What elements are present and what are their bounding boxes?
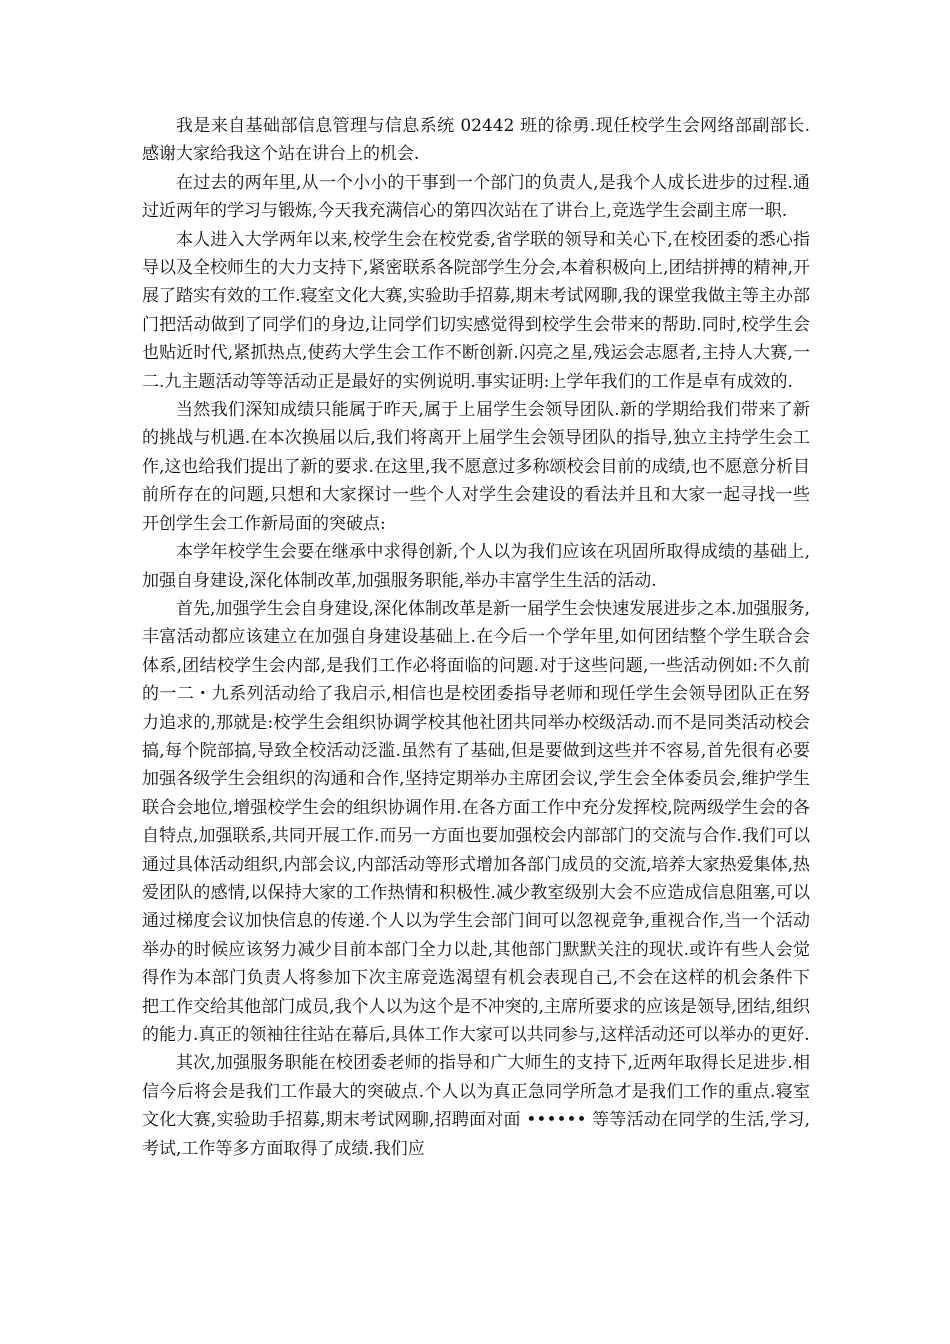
paragraph-3: 本人进入大学两年以来,校学生会在校党委,省学联的领导和关心下,在校团委的悉心指导以及全校师生的大力支持下,紧密联系各院部学生分会,本着积极向上,团结拼搏的精神,开展了踏实有效的工作.寝室文化大赛,实验助手招募,期末考试网聊,我的课堂我做主等主办部门把活动做到了同学们的身边,让同学们切实感觉得到校学生会带来的帮助.同时,校学生会也贴近时代,紧抓热点,使药大学生会工作不断创新.闪亮之星,残运会志愿者,主持人大赛,一二.九主题活动等等活动正是最好的实例说明.事实证明:上学年我们的工作是卓有成效的. xyxy=(142,229,810,392)
document-body xyxy=(142,112,810,1163)
paragraph-2: 在过去的两年里,从一个小小的干事到一个部门的负责人,是我个人成长进步的过程.通过近两年的学习与锻炼,今天我充满信心的第四次站在了讲台上,竞选学生会副主席一职. xyxy=(142,172,810,222)
paragraph-4: 当然我们深知成绩只能属于昨天,属于上届学生会领导团队.新的学期给我们带来了新的挑战与机遇.在本次换届以后,我们将离开上届学生会领导团队的指导,独立主持学生会工作,这也给我们提出了新的要求.在这里,我不愿意过多称颂校会目前的成绩,也不愿意分析目前所存在的问题,只想和大家探讨一些个人对学生会建设的看法并且和大家一起寻找一些开创学生会工作新局面的突破点: xyxy=(142,400,810,534)
paragraph-6: 首先,加强学生会自身建设,深化体制改革是新一届学生会快速发展进步之本.加强服务,丰富活动都应该建立在加强自身建设基础上.在今后一个学年里,如何团结整个学生联合会体系,团结校学生会内部,是我们工作必将面临的问题.对于这些问题,一些活动例如:不久前的一二・九系列活动给了我启示,相信也是校团委指导老师和现任学生会领导团队正在努力追求的,那就是:校学生会组织协调学校其他社团共同举办校级活动.而不是同类活动校会搞,每个院部搞,导致全校活动泛滥.虽然有了基础,但是要做到这些并不容易,首先很有必要加强各级学生会组织的沟通和合作,坚持定期举办主席团会议,学生会全体委员会,维护学生联合会地位,增强校学生会的组织协调作用.在各方面工作中充分发挥校,院两级学生会的各自特点,加强联系,共同开展工作.而另一方面也要加强校会内部部门的交流与合作.我们可以通过具体活动组织,内部会议,内部活动等形式增加各部门成员的交流,培养大家热爱集体,热爱团队的感情,以保持大家的工作热情和积极性.减少教室级别大会不应造成信息阻塞,可以通过梯度会议加快信息的传递.个人以为学生会部门间可以忽视竞争,重视合作,当一个活动举办的时候应该努力减少目前本部门全力以赴,其他部门默默关注的现状.或许有些人会觉得作为本部门负责人将参加下次主席竞选渴望有机会表现自己,不会在这样的机会条件下把工作交给其他部门成员,我个人以为这个是不冲突的,主席所要求的应该是领导,团结,组织的能力.真正的领袖往往站在幕后,具体工作大家可以共同参与,这样活动还可以举办的更好. xyxy=(142,598,810,1045)
paragraph-7: 其次,加强服务职能在校团委老师的指导和广大师生的支持下,近两年取得长足进步.相信今后将会是我们工作最大的突破点.个人以为真正急同学所急才是我们工作的重点.寝室文化大赛,实验助手招募,期末考试网聊,招聘面对面 •••••• 等等活动在同学的生活,学习,考试,工作等多方面取得了成绩.我们应 xyxy=(142,1053,810,1159)
paragraph-5: 本学年校学生会要在继承中求得创新,个人以为我们应该在巩固所取得成绩的基础上,加强自身建设,深化体制改革,加强服务职能,举办丰富学生生活的活动. xyxy=(142,542,810,591)
paragraph-1: 我是来自基础部信息管理与信息系统 02442 班的徐勇.现任校学生会网络部副部长.感谢大家给我这个站在讲台上的机会. xyxy=(142,116,810,165)
